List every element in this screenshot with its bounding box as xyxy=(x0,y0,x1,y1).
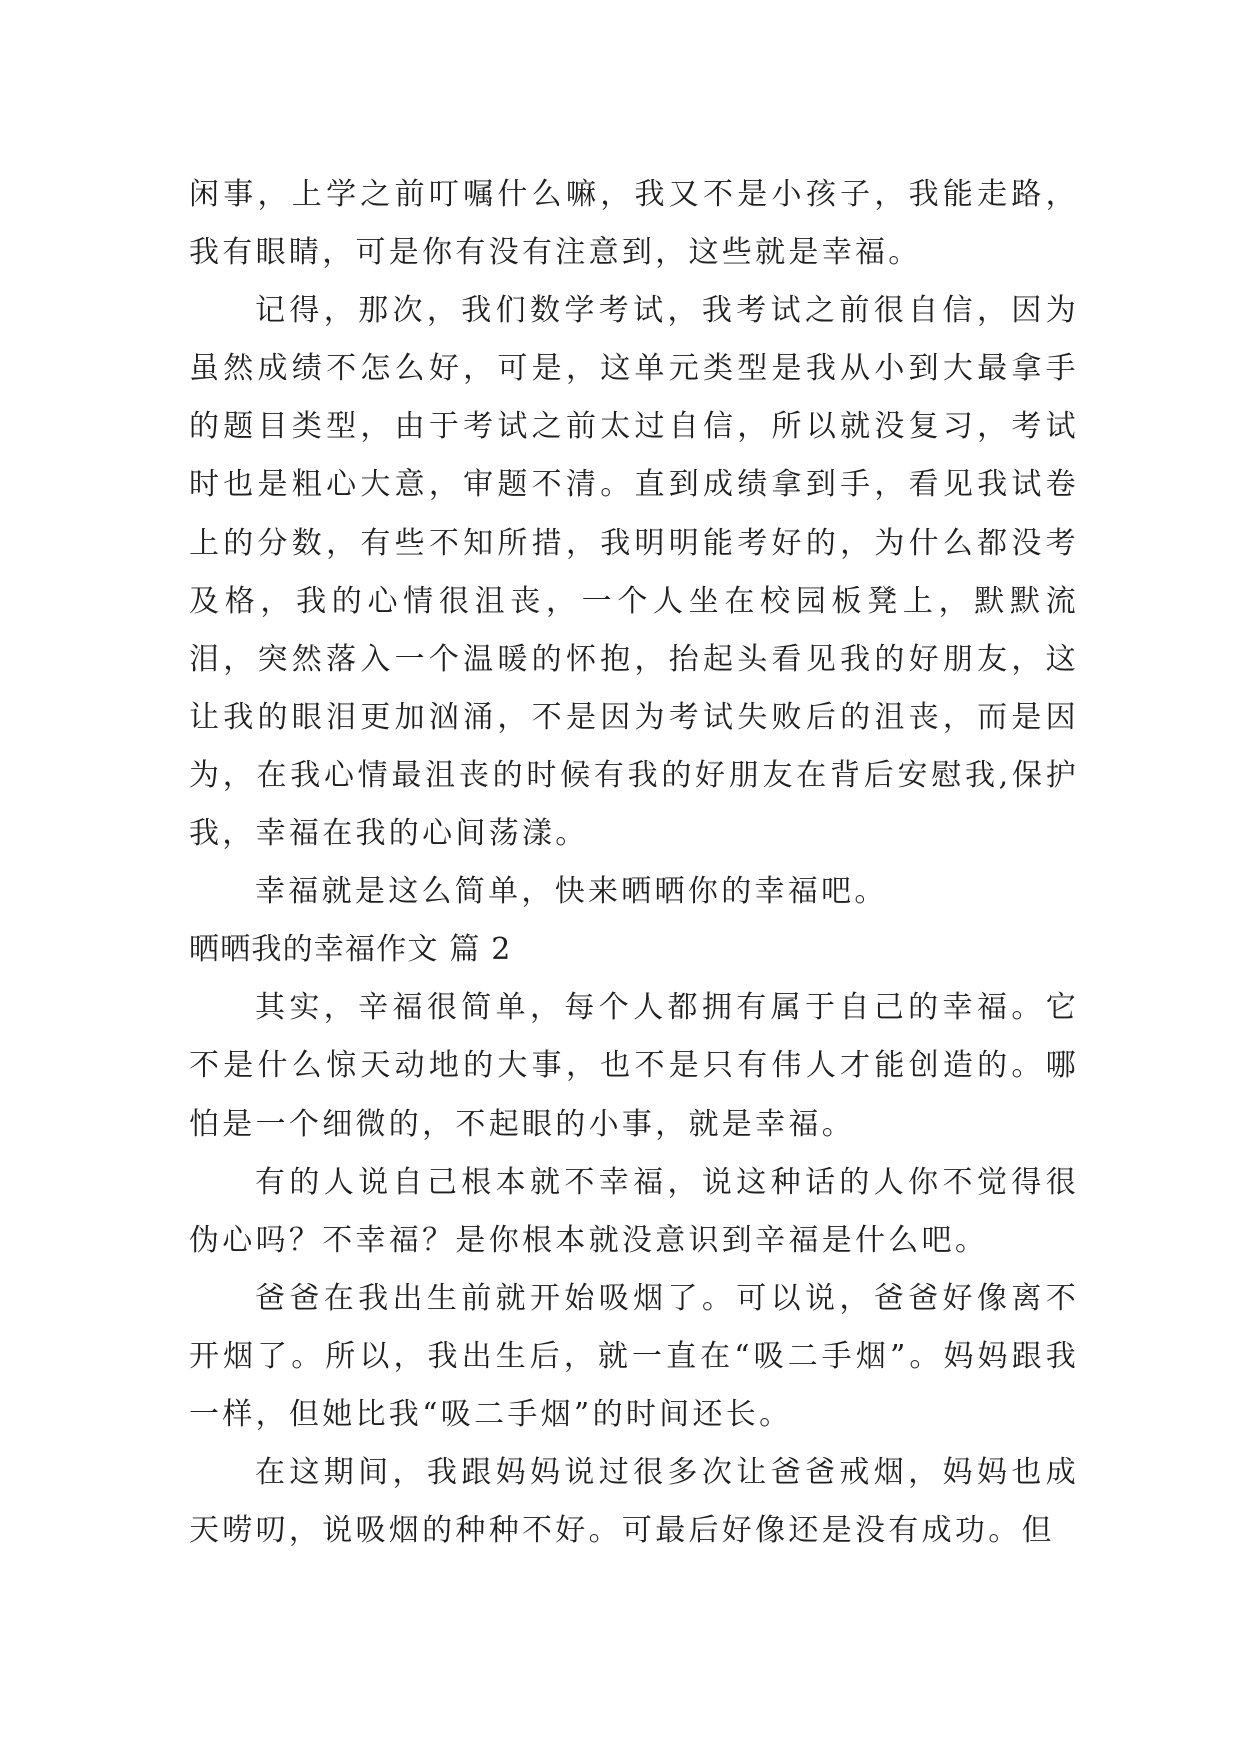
document-body xyxy=(189,166,1079,1560)
paragraph-intro: 其实，辛福很简单，每个人都拥有属于自己的幸福。它不是什么惊天动地的大事，也不是只有伟人才能创造的。哪怕是一个细微的，不起眼的小事，就是幸福。 xyxy=(189,990,1079,1142)
paragraph-exam-story: 记得，那次，我们数学考试，我考试之前很自信，因为虽然成绩不怎么好，可是，这单元类型是我从小到大最拿手的题目类型，由于考试之前太过自信，所以就没复习，考试时也是粗心大意，审题不清。直到成绩拿到手，看见我试卷上的分数，有些不知所措，我明明能考好的，为什么都没考及格，我的心情很沮丧，一个人坐在校园板凳上，默默流泪，突然落入一个温暖的怀抱，抬起头看见我的好朋友，这让我的眼泪更加汹涌，不是因为考试失败后的沮丧，而是因为，在我心情最沮丧的时候有我的好朋友在背后安慰我,保护我，幸福在我的心间荡漾。 xyxy=(189,293,1079,852)
paragraph-meantime: 在这期间，我跟妈妈说过很多次让爸爸戒烟，妈妈也成天唠叨，说吸烟的种种不好。可最后好像还是没有成功。但 xyxy=(189,1455,1079,1549)
paragraph-continuation: 闲事，上学之前叮嘱什么嘛，我又不是小孩子，我能走路，我有眼睛，可是你有没有注意到，这些就是幸福。 xyxy=(189,177,1079,271)
paragraph-some-people: 有的人说自己根本就不幸福，说这种话的人你不觉得很伪心吗？不幸福？是你根本就没意识到辛福是什么吧。 xyxy=(189,1164,1079,1258)
section-title: 晒晒我的幸福作文 篇 2 xyxy=(189,932,512,968)
paragraph-happiness-simple: 幸福就是这么简单，快来晒晒你的幸福吧。 xyxy=(255,874,888,910)
paragraph-father-smoking: 爸爸在我出生前就开始吸烟了。可以说，爸爸好像离不开烟了。所以，我出生后，就一直在“吸二手烟”。妈妈跟我一样，但她比我“吸二手烟”的时间还长。 xyxy=(189,1280,1079,1432)
